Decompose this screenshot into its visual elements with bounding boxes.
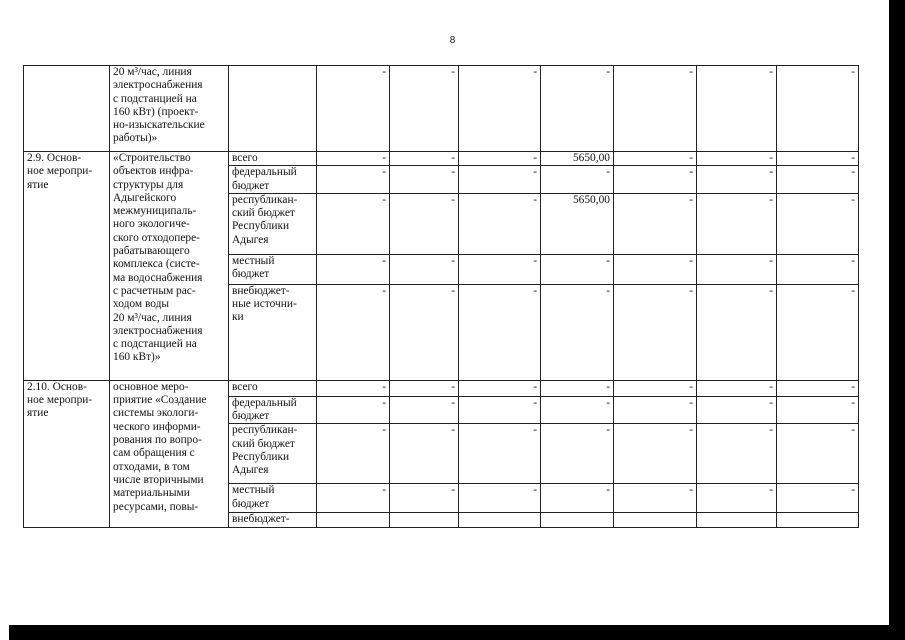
- funding-source-cell: [229, 66, 317, 152]
- funding-source-cell: республикан- ский бюджет Республики Адыгея: [229, 424, 317, 484]
- funding-source-cell: всего: [229, 380, 317, 396]
- amount-cell: -: [614, 380, 697, 396]
- amount-cell: -: [390, 166, 459, 194]
- amount-cell: -: [541, 424, 614, 484]
- amount-cell: -: [697, 284, 777, 380]
- amount-cell: -: [697, 484, 777, 513]
- amount-cell: [390, 513, 459, 527]
- amount-cell: -: [777, 152, 859, 166]
- amount-cell: [777, 513, 859, 527]
- page-number: 8: [449, 35, 456, 46]
- funding-source-cell: федеральный бюджет: [229, 166, 317, 194]
- amount-cell: -: [697, 380, 777, 396]
- funding-source-cell: местный бюджет: [229, 484, 317, 513]
- funding-source-cell: федеральный бюджет: [229, 396, 317, 424]
- amount-cell: -: [614, 193, 697, 254]
- activity-number-cell: [24, 66, 110, 152]
- activity-number-cell: 2.9. Основ- ное меропри- ятие: [24, 152, 110, 381]
- amount-cell: [697, 513, 777, 527]
- amount-cell: [317, 513, 390, 527]
- amount-cell: -: [390, 484, 459, 513]
- amount-cell: -: [459, 166, 541, 194]
- table-row: [24, 152, 859, 166]
- amount-cell: -: [541, 396, 614, 424]
- amount-cell: -: [614, 424, 697, 484]
- amount-cell: -: [614, 254, 697, 284]
- activity-description-cell: основное меро- приятие «Создание системы экологи- ческого информи- рования по вопро- сам обращения с отходами, в том числе вторичными материальными ресурсами, повы-: [110, 380, 229, 527]
- scan-edge-bottom: [9, 625, 905, 640]
- amount-cell: -: [459, 193, 541, 254]
- amount-cell: -: [777, 66, 859, 152]
- amount-cell: -: [317, 380, 390, 396]
- activity-description-cell: 20 м³/час, линия электроснабжения с подстанцией на 160 кВт) (проект- но-изыскательские работы)»: [110, 66, 229, 152]
- funding-source-cell: внебюджет-: [229, 513, 317, 527]
- amount-cell: -: [614, 396, 697, 424]
- amount-cell: -: [390, 284, 459, 380]
- budget-table: [23, 65, 859, 528]
- amount-cell: 5650,00: [541, 193, 614, 254]
- amount-cell: -: [697, 424, 777, 484]
- funding-source-cell: всего: [229, 152, 317, 166]
- funding-source-cell: внебюджет- ные источни- ки: [229, 284, 317, 380]
- amount-cell: -: [541, 484, 614, 513]
- amount-cell: [614, 513, 697, 527]
- amount-cell: -: [777, 284, 859, 380]
- amount-cell: [541, 513, 614, 527]
- amount-cell: -: [317, 424, 390, 484]
- amount-cell: -: [697, 254, 777, 284]
- amount-cell: -: [459, 380, 541, 396]
- scan-edge-right: [889, 0, 905, 640]
- activity-description-cell: «Строительство объектов инфра- структуры для Адыгейского межмуниципаль- ного экологиче- ского отходопере- рабатывающего комплекса (систе- ма водоснабжения с расчетным рас- ходом воды 20 м³/час, линия электроснабжения с подстанцией на 160 кВт)»: [110, 152, 229, 381]
- amount-cell: -: [459, 484, 541, 513]
- amount-cell: -: [317, 396, 390, 424]
- amount-cell: -: [459, 254, 541, 284]
- funding-source-cell: республикан- ский бюджет Республики Адыгея: [229, 193, 317, 254]
- amount-cell: -: [390, 66, 459, 152]
- amount-cell: [459, 513, 541, 527]
- amount-cell: -: [459, 396, 541, 424]
- amount-cell: -: [541, 254, 614, 284]
- amount-cell: -: [459, 284, 541, 380]
- amount-cell: -: [777, 484, 859, 513]
- amount-cell: -: [390, 424, 459, 484]
- amount-cell: -: [777, 193, 859, 254]
- amount-cell: -: [459, 152, 541, 166]
- amount-cell: -: [390, 380, 459, 396]
- amount-cell: -: [697, 152, 777, 166]
- amount-cell: -: [541, 284, 614, 380]
- amount-cell: -: [697, 66, 777, 152]
- amount-cell: -: [697, 193, 777, 254]
- amount-cell: -: [697, 396, 777, 424]
- funding-source-cell: местный бюджет: [229, 254, 317, 284]
- amount-cell: -: [777, 380, 859, 396]
- amount-cell: -: [777, 424, 859, 484]
- amount-cell: -: [459, 66, 541, 152]
- amount-cell: -: [614, 152, 697, 166]
- table-row: [24, 380, 859, 396]
- amount-cell: -: [390, 193, 459, 254]
- activity-number-cell: 2.10. Основ- ное меропри- ятие: [24, 380, 110, 527]
- amount-cell: -: [541, 66, 614, 152]
- amount-cell: -: [390, 396, 459, 424]
- amount-cell: -: [317, 152, 390, 166]
- amount-cell: -: [541, 380, 614, 396]
- amount-cell: -: [541, 166, 614, 194]
- table-row: [24, 66, 859, 152]
- amount-cell: -: [697, 166, 777, 194]
- amount-cell: -: [390, 152, 459, 166]
- amount-cell: -: [390, 254, 459, 284]
- amount-cell: -: [614, 284, 697, 380]
- amount-cell: -: [317, 166, 390, 194]
- amount-cell: -: [317, 284, 390, 380]
- amount-cell: -: [317, 254, 390, 284]
- amount-cell: -: [317, 193, 390, 254]
- amount-cell: -: [777, 166, 859, 194]
- amount-cell: -: [459, 424, 541, 484]
- amount-cell: -: [614, 484, 697, 513]
- amount-cell: -: [614, 66, 697, 152]
- amount-cell: -: [777, 254, 859, 284]
- amount-cell: -: [317, 66, 390, 152]
- amount-cell: -: [317, 484, 390, 513]
- amount-cell: 5650,00: [541, 152, 614, 166]
- amount-cell: -: [777, 396, 859, 424]
- amount-cell: -: [614, 166, 697, 194]
